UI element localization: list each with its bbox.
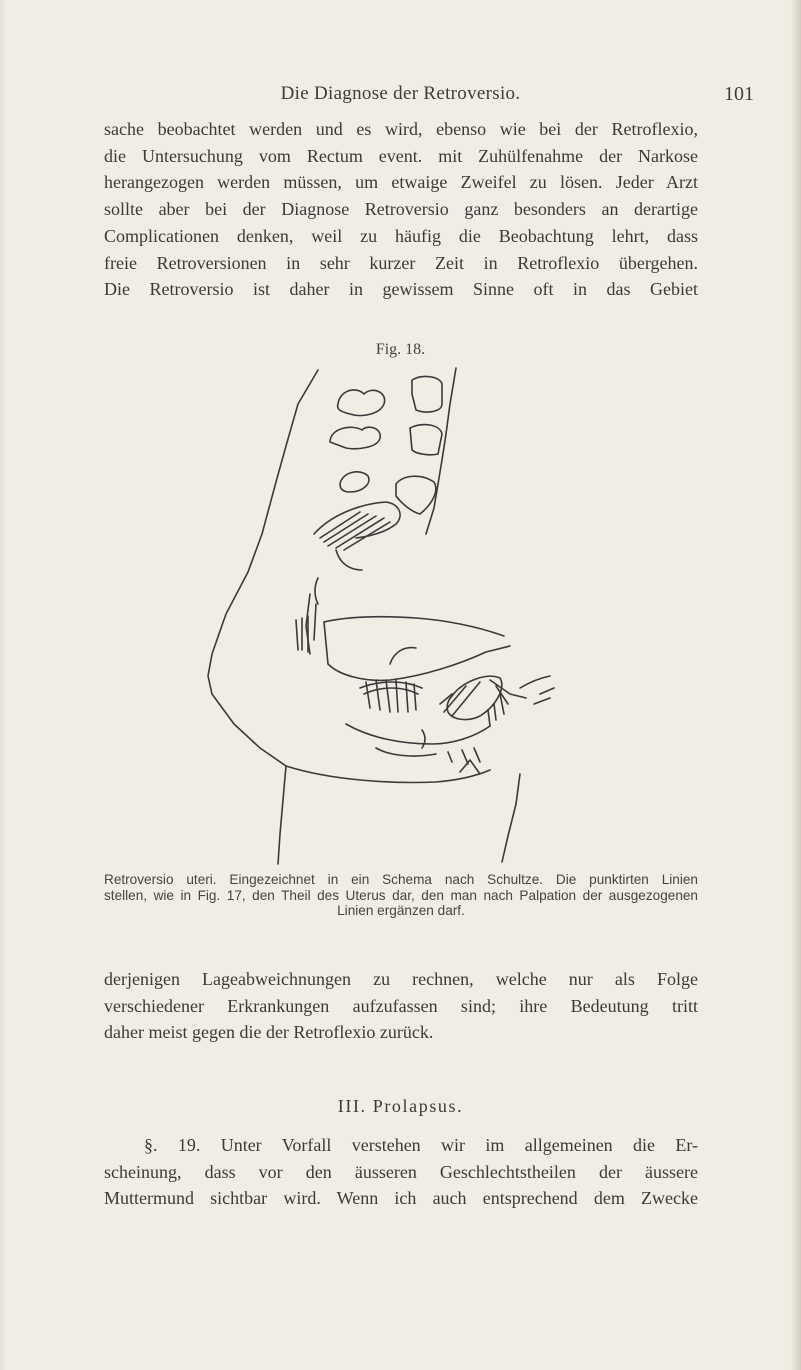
caption-line: Linien ergänzen darf. [337, 903, 465, 918]
running-head [0, 83, 801, 109]
schema-outline-left [208, 370, 318, 766]
text-line: herangezogen werden müssen, um etwaige Zweifel zu lösen. Jeder Arzt [104, 172, 698, 193]
text-line: freie Retroversionen in sehr kurzer Zeit in Retroflexio übergehen. [104, 252, 698, 273]
text-line: sollte aber bei der Diagnose Retroversio ganz besonders an derartige [104, 199, 698, 220]
paragraph-1 [104, 116, 698, 303]
page-edge-right [791, 0, 801, 1370]
lower-curve [286, 766, 490, 782]
text-line: §. 19. Unter Vorfall verstehen wir im allgemeinen die Er- [144, 1135, 698, 1155]
page-edge-left [0, 0, 6, 1370]
text-line: derjenigen Lageabweichnungen zu rechnen, welche nur als Folge [104, 969, 698, 989]
uterus-body [324, 622, 510, 680]
caption-line: stellen, wie in Fig. 17, den Theil des Uterus dar, den man nach Palpation der ausgezogenen [104, 887, 698, 903]
page-number: 101 [724, 83, 754, 105]
text-line: verschiedener Erkrankungen aufzufassen sind; ihre Bedeutung tritt [104, 995, 698, 1016]
text-line: Die Retroversio ist daher in gewissem Sinne oft in das Gebiet [104, 279, 698, 300]
intestine-loop-6 [396, 476, 436, 514]
paragraph-3 [104, 1132, 698, 1212]
text-line: die Untersuchung vom Rectum event. mit Zuhülfenahme der Narkose [104, 145, 698, 166]
intestine-loop-3 [330, 427, 380, 449]
intestine-loop-2 [412, 377, 442, 412]
running-title: Die Diagnose der Retroversio. [280, 83, 521, 104]
text-line: Complicationen denken, weil zu häufig die Beobachtung lehrt, dass [104, 225, 698, 246]
intestine-loop-4 [410, 425, 442, 455]
figure-caption [104, 872, 698, 919]
text-line: scheinung, dass vor den äusseren Geschlechtstheilen der äussere [104, 1161, 698, 1182]
text-line: daher meist gegen die der Retroflexio zurück. [104, 1022, 434, 1043]
schema-outline-right [426, 368, 456, 534]
anatomical-figure [190, 364, 590, 876]
intestine-loop-5 [340, 472, 369, 492]
figure-label: Fig. 18. [375, 341, 426, 358]
text-line: sache beobachtet werden und es wird, ebenso wie bei der Retroflexio, [104, 119, 698, 139]
section-heading: III. Prolapsus. [337, 1096, 464, 1116]
intestine-loop-1 [338, 390, 385, 416]
paragraph-2 [104, 966, 698, 1046]
text-line: Muttermund sichtbar wird. Wenn ich auch entsprechend dem Zwecke [104, 1188, 698, 1209]
caption-line: Retroversio uteri. Eingezeichnet in ein Schema nach Schultze. Die punktirten Linien [104, 872, 698, 887]
